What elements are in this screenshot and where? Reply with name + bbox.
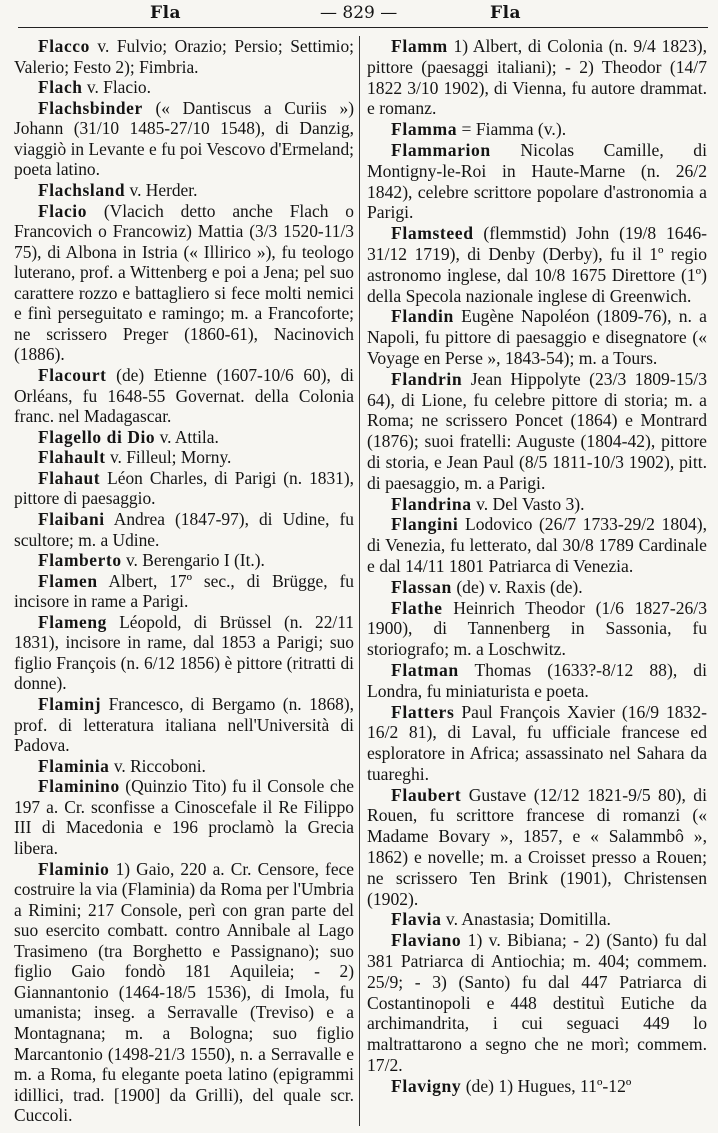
entry-text: Thomas (1633?-8/12 88), di Londra, fu miniaturista e poeta. <box>367 659 707 701</box>
entry-headword: Flaminio <box>38 858 110 879</box>
entry-text: v. Berengario I (It.). <box>121 550 265 571</box>
entry-text: Lodovico (26/7 1733-29/2 1804), di Venezia, fu letterato, dal 30/8 1789 Cardinale e dal 14/11 1801 Patriarca di Venezia. <box>367 514 707 576</box>
entry-headword: Flahault <box>38 447 106 468</box>
entry-text: v. Herder. <box>125 179 198 200</box>
dictionary-entry <box>367 577 707 598</box>
entry-headword: Flachsbinder <box>38 97 143 118</box>
entry-text: v. Anastasia; Domitilla. <box>441 909 611 930</box>
entry-text: v. Flacio. <box>82 77 151 98</box>
entry-headword: Flandrina <box>391 493 472 514</box>
entry-headword: Flavia <box>391 909 442 930</box>
entry-text: Jean Hippolyte (23/3 1809-15/3 64), di Lione, fu celebre pittore di storia; m. a Roma; ne scrissero Poncet (1864) e Montrard (1876); suoi fratelli: Auguste (1804-42), pittore di storia, e Jean Paul (8/5 1811-10/3 1902), pitt. di paesaggio, m. a Parigi. <box>367 368 707 493</box>
dictionary-entry <box>367 702 707 785</box>
dictionary-entry <box>14 776 354 858</box>
dictionary-entry <box>367 36 707 119</box>
dictionary-entry <box>14 859 354 1126</box>
page-header <box>0 0 718 26</box>
dictionary-entry <box>367 140 707 223</box>
entry-text: = Fiamma (v.). <box>457 119 567 140</box>
entry-headword: Flathe <box>391 597 443 618</box>
entry-text: Léon Charles, di Parigi (n. 1831), pittore di paesaggio. <box>14 467 354 509</box>
entry-text: Paul François Xavier (16/9 1832-16/2 81), di Laval, fu ufficiale francese ed esploratore in Africa; assassinato nel Sahara da tuareghi. <box>367 701 707 784</box>
entry-text: (de) 1) Hugues, 11º-12º <box>461 1075 632 1096</box>
entry-headword: Flassan <box>391 576 452 597</box>
entry-text: Andrea (1847-97), di Udine, fu scultore; m. a Udine. <box>14 508 354 550</box>
dictionary-entry <box>367 660 707 702</box>
right-column <box>367 36 707 1097</box>
column-divider <box>359 36 360 1126</box>
entry-headword: Flamm <box>391 36 448 56</box>
entry-text: 1) v. Bibiana; - 2) (Santo) fu dal 381 Patriarca di Antiochia; m. 404; commem. 25/9; - 3) (Santo) fu dal 447 Patriarca di Costantinopoli e 448 destituì Eutiche da archimandrita, i cui seguaci 449 lo maltrattarono a segno che ne morì; commem. 17/2. <box>367 930 707 1076</box>
dictionary-entry <box>14 98 354 180</box>
dictionary-entry <box>367 785 707 910</box>
dictionary-entry <box>14 756 354 777</box>
dictionary-entry <box>367 930 707 1076</box>
dictionary-entry <box>367 223 707 306</box>
dictionary-entry <box>14 571 354 612</box>
entry-headword: Flaminj <box>38 694 102 714</box>
entry-text: v. Riccoboni. <box>109 755 206 776</box>
dictionary-entry <box>14 612 354 694</box>
entry-headword: Flahaut <box>38 467 101 488</box>
entry-text: v. Filleul; Morny. <box>105 447 232 468</box>
entry-text: Gustave (12/12 1821-9/5 80), di Rouen, fu scrittore francese di romanzi (« Madame Bovary », 1857, e « Salammbô », 1862) e novelle; m. a Croisset presso a Rouen; ne scrissero Ten Brink (1901), Christensen (1902). <box>367 784 707 909</box>
entry-text: (de) Etienne (1607-10/6 60), di Orléans, fu 1648-55 Governat. della Colonia franc. nel Madagascar. <box>14 365 354 427</box>
entry-text: 1) Gaio, 220 a. Cr. Censore, fece costruire la via (Flaminia) da Roma per l'Umbria a Rimini; 217 Console, perì con gran parte del suo esercito combatt. contro Annibale al Lago Trasimeno (tra Borghetto e Passignano); suo figlio Gaio fondò 181 Aquileia; - 2) Giannantonio (1464-18/5 1536), di Imola, fu umanista; inseg. a Serravalle (Treviso) e a Montagnana; m. a Bologna; suo figlio Marcantonio (1498-21/3 1550), n. a Serravalle e m. a Roma, fu elegante poeta latino (epigrammi idillici, trad. [1900] da Grilli), del quale scr. Cuccoli. <box>14 858 354 1126</box>
dictionary-entry <box>367 909 707 930</box>
dictionary-entry <box>367 369 707 494</box>
entry-headword: Flatters <box>391 701 455 722</box>
dictionary-entry <box>367 119 707 140</box>
left-column <box>14 36 354 1126</box>
entry-headword: Flammarion <box>391 139 491 160</box>
entry-headword: Flagello di Dio <box>38 426 156 447</box>
entry-headword: Flaviano <box>391 930 462 951</box>
dictionary-entry <box>14 509 354 550</box>
dictionary-entry <box>367 494 707 515</box>
dictionary-entry <box>14 447 354 468</box>
entry-headword: Flavigny <box>391 1075 462 1096</box>
entry-headword: Flangini <box>391 514 459 535</box>
entry-headword: Flaibani <box>38 508 105 529</box>
header-left-word: Fla <box>150 3 182 23</box>
dictionary-entry <box>367 306 707 368</box>
dictionary-entry <box>367 514 707 576</box>
header-right-word: Fla <box>490 3 522 23</box>
entry-text: (Quinzio Tito) fu il Console che 197 a. Cr. sconfisse a Cinoscefale il Re Filippo III di Macedonia e 196 proclamò la Grecia libera. <box>14 776 354 858</box>
entry-text: v. Attila. <box>155 426 219 447</box>
entry-headword: Flacio <box>38 200 87 221</box>
entry-headword: Flamsteed <box>391 223 474 244</box>
entry-text: Albert, 17º sec., di Brügge, fu incisore in rame a Parigi. <box>14 570 354 612</box>
dictionary-entry <box>367 1076 707 1097</box>
dictionary-entry <box>14 201 354 366</box>
entry-headword: Flatman <box>391 659 459 680</box>
entry-text: (flemmstid) John (19/8 1646-31/12 1719), di Denby (Derby), fu il 1º regio astronomo inglese, dal 10/8 1675 Direttore (1º) della Specola nazionale inglese di Greenwich. <box>367 223 707 306</box>
dictionary-entry <box>14 365 354 427</box>
entry-headword: Flandrin <box>391 368 463 389</box>
dictionary-entry <box>14 36 354 77</box>
entry-headword: Flaminino <box>38 776 120 797</box>
dictionary-entry <box>14 180 354 201</box>
entry-text: (Vlacich detto anche Flach o Francovich o Francowiz) Mattia (3/3 1520-11/3 75), di Albona in Istria (« Illirico »), fu teologo luterano, prof. a Wittenberg e poi a Jena; pel suo carattere rozzo e battagliero si fece molti nemici e finì perseguitato e ramingo; m. a Francoforte; ne scrissero Preger (1860-61), Nacinovich (1886). <box>14 200 354 365</box>
entry-text: Nicolas Camille, di Montigny-le-Roi in Haute-Marne (n. 26/2 1842), celebre scrittore popolare d'astronomia a Parigi. <box>367 139 707 223</box>
entry-text: (« Dantiscus a Curiis ») Johann (31/10 1485-27/10 1548), di Danzig, viaggiò in Levante e fu poi Vescovo d'Ermeland; poeta latino. <box>14 97 354 180</box>
entry-text: v. Del Vasto 3). <box>471 493 585 514</box>
entry-headword: Flamen <box>38 570 98 591</box>
entry-headword: Flandin <box>391 306 454 327</box>
dictionary-entry <box>14 468 354 509</box>
entry-headword: Flach <box>38 77 83 98</box>
entry-headword: Flacco <box>38 36 90 56</box>
entry-text: (de) v. Raxis (de). <box>451 576 583 597</box>
page-number: — 829 — <box>320 3 398 23</box>
dictionary-entry <box>14 427 354 448</box>
entry-text: Eugène Napoléon (1809-76), n. a Napoli, fu pittore di paesaggio e disegnatore (« Voyage en Perse », 1843-54); m. a Tours. <box>367 306 707 368</box>
entry-text: Heinrich Theodor (1/6 1827-26/3 1900), di Tannenberg in Sassonia, fu storiografo; m. a Loschwitz. <box>367 597 707 660</box>
entry-headword: Flacourt <box>38 365 107 385</box>
entry-text: v. Fulvio; Orazio; Persio; Settimio; Valerio; Festo 2); Fimbria. <box>14 36 354 77</box>
entry-headword: Flachsland <box>38 179 126 200</box>
entry-headword: Flaminia <box>38 755 110 776</box>
entry-headword: Flameng <box>38 611 107 632</box>
dictionary-entry <box>14 77 354 98</box>
entry-text: Léopold, di Brüssel (n. 22/11 1831), incisore in rame, dal 1853 a Parigi; suo figlio François (n. 6/12 1856) è pittore (ritratti di donne). <box>14 611 354 694</box>
entry-headword: Flaubert <box>391 784 462 805</box>
entry-text: Francesco, di Bergamo (n. 1868), prof. di letteratura italiana nell'Università di Padova. <box>14 694 354 756</box>
entry-text: 1) Albert, di Colonia (n. 9/4 1823), pittore (paesaggi italiani); - 2) Theodor (14/7 1822 3/10 1902), di Vienna, fu autore drammat. e romanz. <box>367 36 707 119</box>
dictionary-entry <box>14 550 354 571</box>
header-rule <box>18 27 708 28</box>
dictionary-entry <box>367 598 707 660</box>
entry-headword: Flamma <box>391 119 458 140</box>
dictionary-entry <box>14 694 354 756</box>
entry-headword: Flamberto <box>38 550 122 571</box>
